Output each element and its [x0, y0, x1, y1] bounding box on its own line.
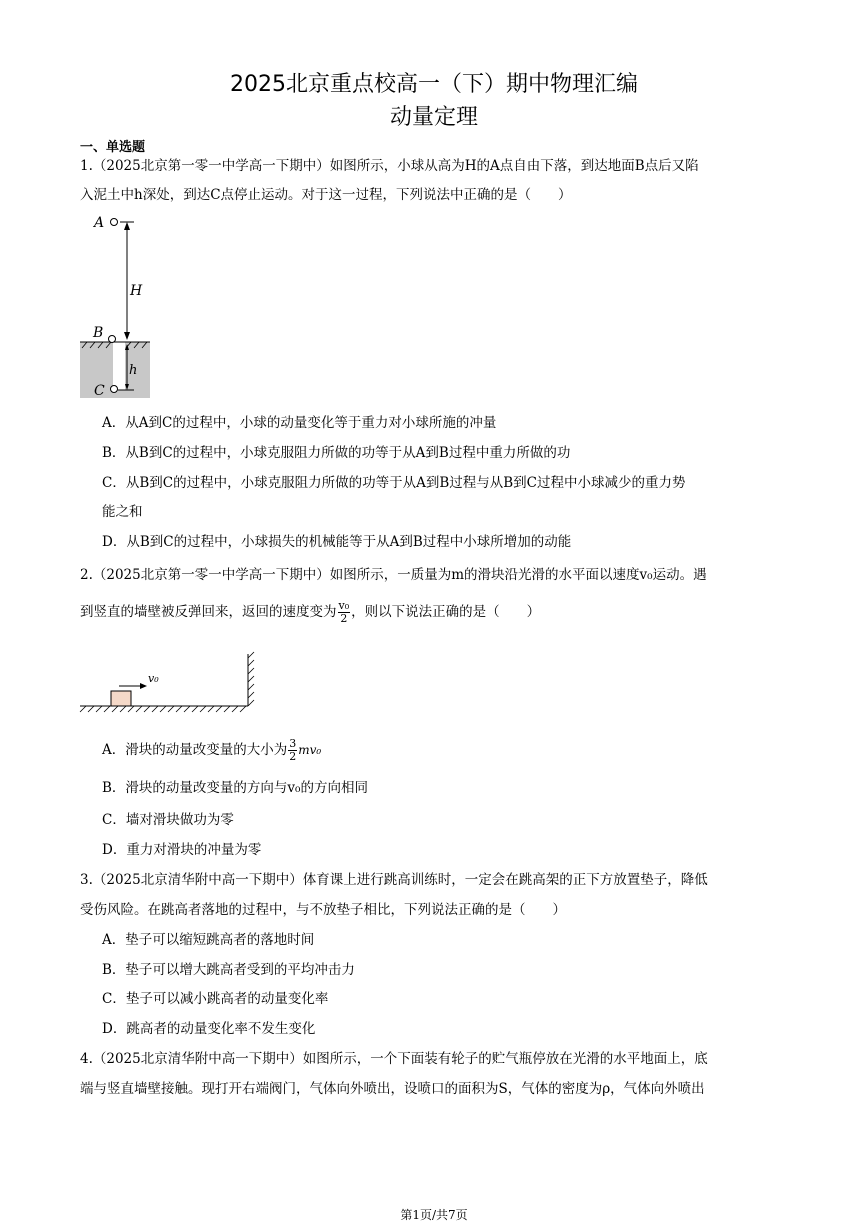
- q2-option-d: D．重力对滑块的冲量为零: [102, 842, 262, 858]
- doc-title-line2: 动量定理: [389, 105, 478, 130]
- q3-option-d: D．跳高者的动量变化率不发生变化: [102, 1021, 316, 1037]
- page-footer: 第1页/共7页: [400, 1208, 468, 1222]
- q2-stem-line2: [80, 600, 540, 625]
- q2-fraction-den: 2: [340, 612, 348, 625]
- q1-label-big-h: H: [130, 283, 143, 299]
- q3-option-b: B．垫子可以增大跳高者受到的平均冲击力: [102, 962, 355, 978]
- q1-stem-line2: 入泥土中h深处，到达C点停止运动。对于这一过程，下列说法中正确的是（ ）: [80, 187, 572, 203]
- q1-label-a: A: [94, 215, 105, 231]
- q3-option-c: C．垫子可以减小跳高者的动量变化率: [102, 991, 329, 1007]
- q2-option-a-den: 2: [289, 750, 297, 763]
- q2-velocity-label: v₀: [148, 672, 159, 685]
- q2-option-c: C．墙对滑块做功为零: [102, 812, 234, 828]
- q1-label-b: B: [93, 325, 104, 341]
- q2-stem-line2-after: ，则以下说法正确的是（ ）: [351, 604, 541, 620]
- q2-wall-hatch: [248, 652, 254, 706]
- q3-stem-line2: 受伤风险。在跳高者落地的过程中，与不放垫子相比，下列说法正确的是（ ）: [80, 902, 566, 918]
- q2-floor-hatch: [80, 706, 246, 712]
- q2-velocity-fraction: [338, 600, 351, 625]
- section-heading: 一、单选题: [80, 140, 146, 155]
- q1-option-d: D．从B到C的过程中，小球损失的机械能等于从A到B过程中小球所增加的动能: [102, 534, 572, 550]
- q1-label-c: C: [94, 383, 105, 398]
- q2-fraction-num: v₀: [338, 599, 350, 612]
- q1-arrow-up: [124, 222, 130, 230]
- q1-option-c-line2: 能之和: [102, 504, 143, 520]
- q1-ball-b: [109, 336, 116, 343]
- q1-figure: [80, 208, 160, 398]
- q3-option-a: A．垫子可以缩短跳高者的落地时间: [102, 932, 315, 948]
- doc-title-line1: 2025北京重点校高一（下）期中物理汇编: [230, 72, 638, 97]
- q1-option-a: A．从A到C的过程中，小球的动量变化等于重力对小球所施的冲量: [102, 415, 497, 431]
- q1-hole: [113, 342, 125, 390]
- q2-velocity-arrowhead: [140, 683, 147, 689]
- q4-stem-line2: 端与竖直墙壁接触。现打开右端阀门，气体向外喷出，设喷口的面积为S，气体的密度为ρ，气体向外喷出: [80, 1081, 705, 1097]
- q1-label-small-h: h: [129, 363, 138, 378]
- q2-option-a-after: mv₀: [298, 743, 322, 757]
- q2-stem-line1: 2.（2025北京第一零一中学高一下期中）如图所示，一质量为m的滑块沿光滑的水平面以速度v₀运动。遇: [80, 567, 707, 583]
- q1-ball-c: [111, 386, 118, 393]
- q2-option-a-num: 3: [289, 737, 297, 750]
- q1-stem-line1: 1.（2025北京第一零一中学高一下期中）如图所示，小球从高为H的A点自由下落，到达地面B点后又陷: [80, 158, 699, 174]
- q2-option-b: B．滑块的动量改变量的方向与v₀的方向相同: [102, 780, 368, 796]
- q1-option-c-line1: C．从B到C的过程中，小球克服阻力所做的功等于从A到B过程与从B到C过程中小球减少的重力势: [102, 475, 686, 491]
- q2-option-a: [102, 738, 321, 763]
- q1-option-b: B．从B到C的过程中，小球克服阻力所做的功等于从A到B过程中重力所做的功: [102, 445, 571, 461]
- q2-slider-block: [111, 691, 131, 706]
- q1-ball-a: [111, 219, 118, 226]
- q3-stem-line1: 3.（2025北京清华附中高一下期中）体育课上进行跳高训练时，一定会在跳高架的正下方放置垫子，降低: [80, 872, 708, 888]
- q2-figure: [78, 650, 258, 720]
- q2-option-a-before: A．滑块的动量改变量的大小为: [102, 742, 288, 758]
- q4-stem-line1: 4.（2025北京清华附中高一下期中）如图所示，一个下面装有轮子的贮气瓶停放在光滑的水平地面上，底: [80, 1051, 708, 1067]
- q2-stem-line2-before: 到竖直的墙壁被反弹回来，返回的速度变为: [80, 604, 337, 620]
- q1-arrow-down: [124, 332, 130, 340]
- q2-option-a-fraction: [288, 738, 297, 763]
